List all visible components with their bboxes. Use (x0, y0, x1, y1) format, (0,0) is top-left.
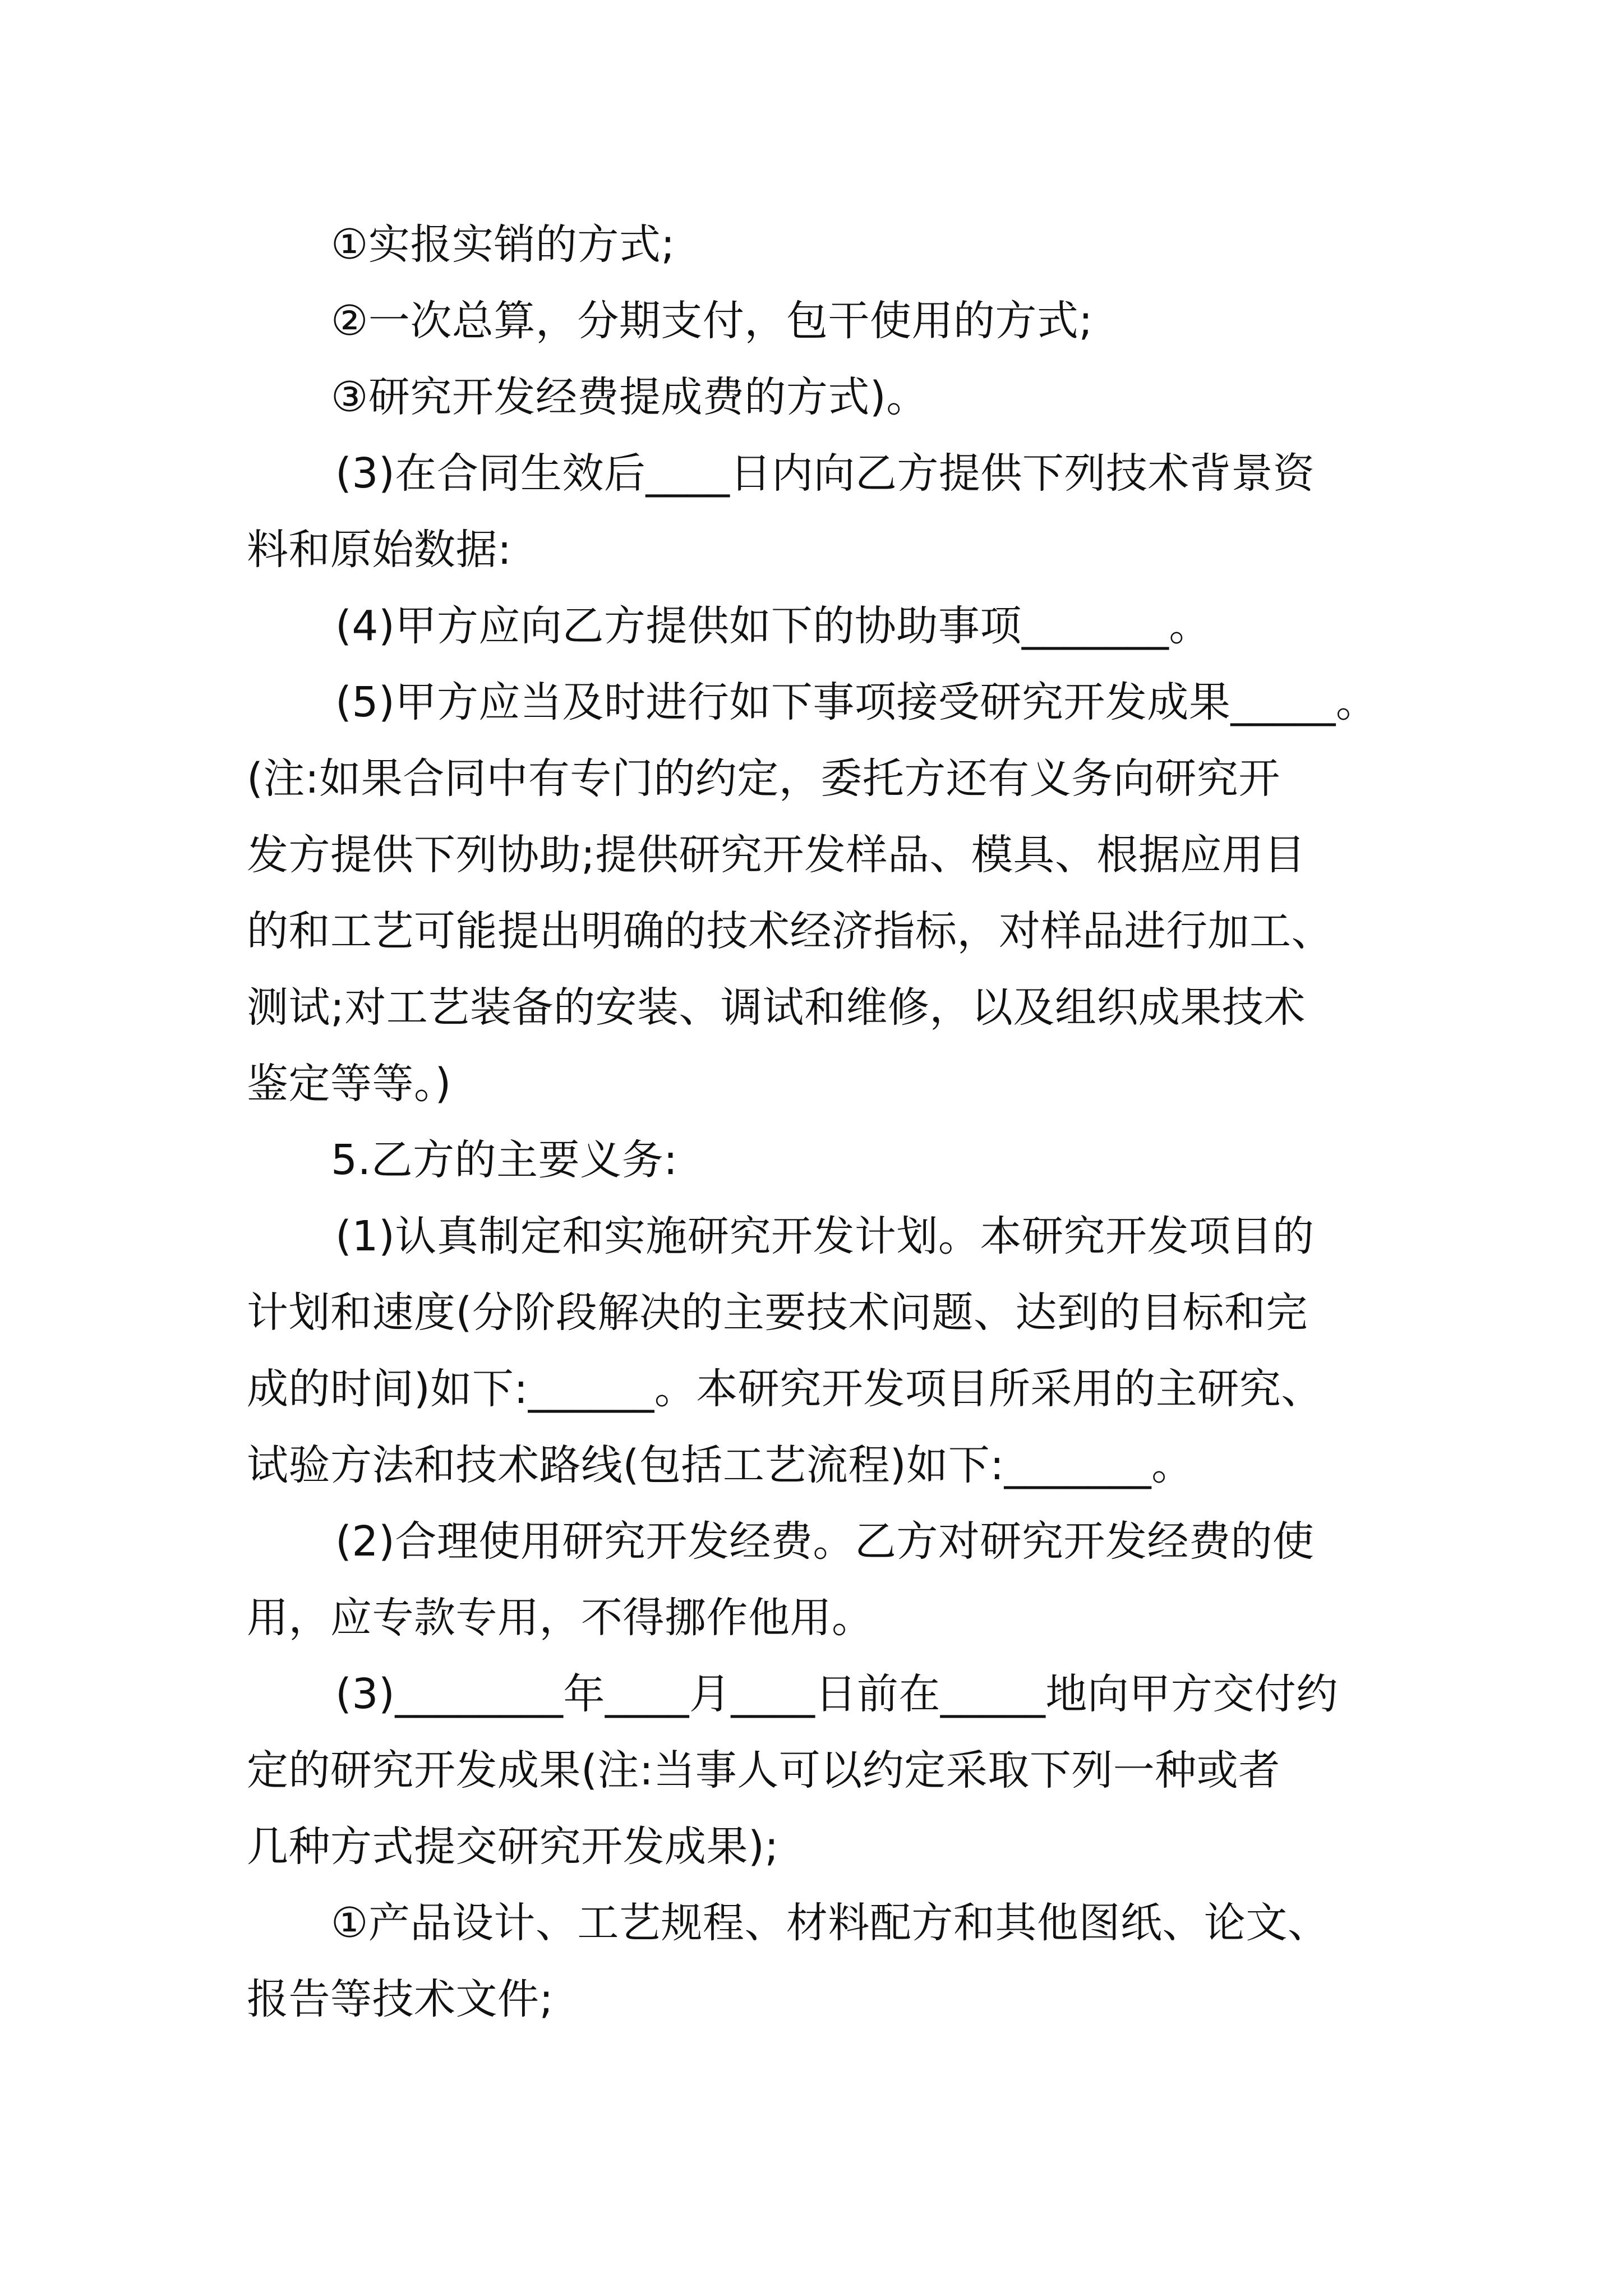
text-line: 料和原始数据: (247, 526, 512, 574)
text-line: 测试;对工艺装备的安装、调试和维修，以及组织成果技术 (247, 983, 1306, 1032)
text-line: 鉴定等等。) (247, 1060, 451, 1108)
text-line: 5.乙方的主要义务: (331, 1136, 678, 1184)
text-line: ①实报实销的方式; (331, 220, 675, 269)
text-line: 用，应专款专用，不得挪作他用。 (247, 1594, 874, 1642)
text-line: 成的时间)如下:______。本研究开发项目所采用的主研究、 (247, 1365, 1323, 1413)
text-line: (2)合理使用研究开发经费。乙方对研究开发经费的使 (335, 1517, 1315, 1566)
text-line: 发方提供下列协助;提供研究开发样品、模具、根据应用目 (247, 831, 1306, 879)
text-line: (注:如果合同中有专门的约定，委托方还有义务向研究开 (247, 754, 1280, 803)
text-line: ③研究开发经费提成费的方式)。 (331, 373, 928, 421)
text-line: 几种方式提交研究开发成果); (247, 1823, 779, 1871)
text-line: (3)在合同生效后____日内向乙方提供下列技术背景资 (335, 449, 1315, 498)
text-line: 计划和速度(分阶段解决的主要技术问题、达到的目标和完 (247, 1289, 1308, 1337)
text-line: 报告等技术文件; (247, 1975, 554, 2023)
text-line: 定的研究开发成果(注:当事人可以约定采取下列一种或者 (247, 1746, 1280, 1795)
text-line: (4)甲方应向乙方提供如下的协助事项_______。 (335, 602, 1211, 650)
text-line: (5)甲方应当及时进行如下事项接受研究开发成果_____。 (335, 678, 1378, 726)
text-line: (1)认真制定和实施研究开发计划。本研究开发项目的 (335, 1212, 1315, 1260)
text-line: 试验方法和技术路线(包括工艺流程)如下:_______。 (247, 1441, 1193, 1489)
text-line: ②一次总算，分期支付，包干使用的方式; (331, 297, 1093, 345)
text-line: (3)________年____月____日前在_____地向甲方交付约 (335, 1670, 1338, 1718)
text-line: ①产品设计、工艺规程、材料配方和其他图纸、论文、 (331, 1899, 1330, 1947)
text-line: 的和工艺可能提出明确的技术经济指标，对样品进行加工、 (247, 907, 1333, 955)
